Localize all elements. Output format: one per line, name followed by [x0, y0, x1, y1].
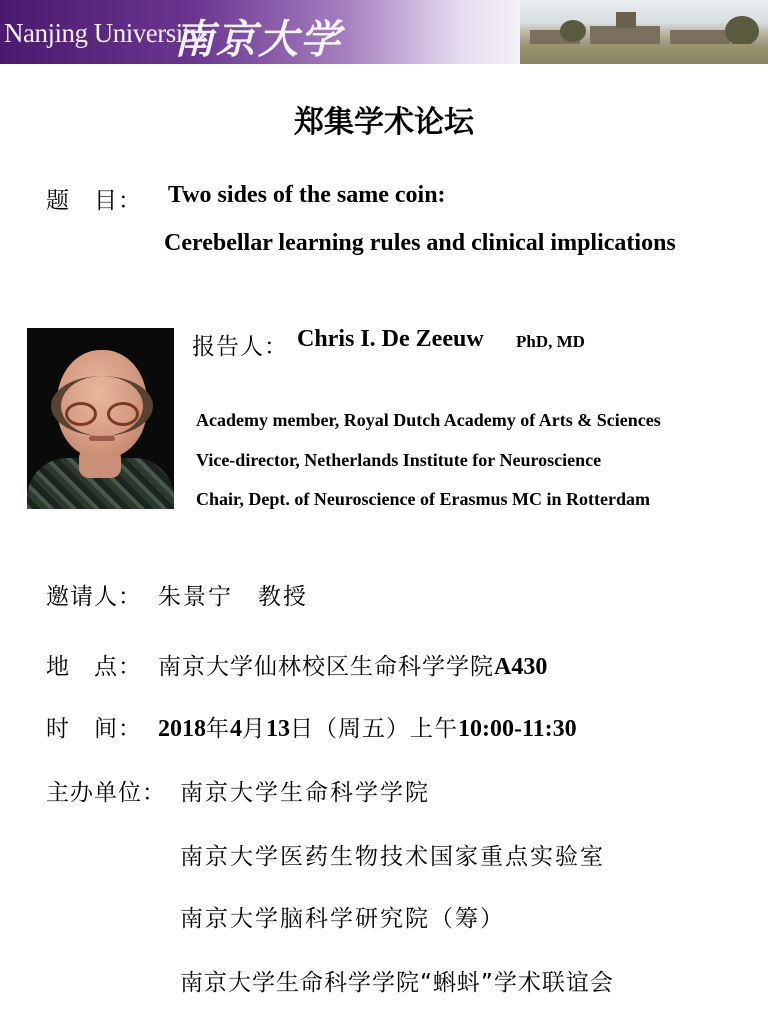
inviter-value: 朱景宁 教授	[158, 584, 308, 610]
page-title: 郑集学术论坛	[294, 105, 474, 140]
location-label: 地 点：	[46, 654, 142, 680]
speaker-name: Chris I. De Zeeuw	[297, 326, 484, 352]
topic-line-1: Two sides of the same coin:	[168, 182, 446, 208]
affiliation-3: Chair, Dept. of Neuroscience of Erasmus MC in Rotterdam	[196, 489, 650, 509]
time-label: 时 间：	[46, 716, 142, 742]
university-name-cn: 南京大学	[174, 16, 342, 63]
affiliation-2: Vice-director, Netherlands Institute for Neuroscience	[196, 450, 602, 470]
location-value: 南京大学仙林校区生命科学学院A430	[158, 654, 548, 680]
speaker-degree: PhD, MD	[516, 332, 585, 351]
organizers-label: 主办单位：	[46, 780, 166, 806]
header-banner	[0, 0, 768, 64]
campus-photo	[520, 0, 768, 64]
location-room: A430	[494, 654, 548, 680]
organizer-item: 南京大学生命科学学院“蝌蚪”学术联谊会	[180, 970, 614, 996]
university-name-en: Nanjing University	[4, 18, 203, 48]
organizer-item: 南京大学医药生物技术国家重点实验室	[180, 844, 605, 870]
organizer-item: 南京大学脑科学研究院（筹）	[180, 906, 505, 932]
organizer-item: 南京大学生命科学学院	[180, 780, 430, 806]
topic-line-2: Cerebellar learning rules and clinical implications	[164, 230, 676, 256]
affiliation-1: Academy member, Royal Dutch Academy of Arts & Sciences	[196, 410, 661, 430]
time-value: 2018年4月13日（周五）上午10:00-11:30	[158, 716, 577, 742]
topic-label: 题 目：	[46, 188, 142, 214]
inviter-label: 邀请人：	[46, 584, 142, 610]
speaker-label: 报告人：	[192, 334, 288, 360]
speaker-photo	[27, 328, 174, 509]
